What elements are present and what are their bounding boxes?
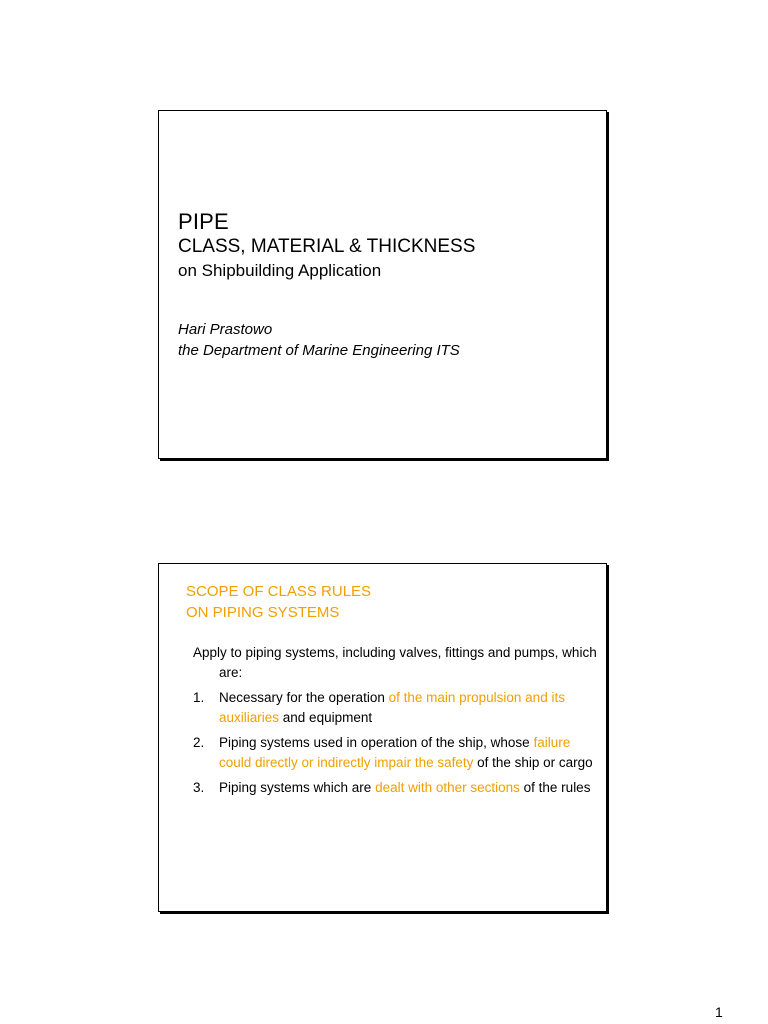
author-block xyxy=(178,319,460,361)
list-item xyxy=(193,688,601,728)
scope-title-line1: SCOPE OF CLASS RULES xyxy=(186,583,372,600)
list-item xyxy=(193,778,601,798)
scope-slide xyxy=(158,563,607,912)
scope-slide-title xyxy=(186,581,371,623)
scope-body xyxy=(193,643,601,803)
scope-intro: Apply to piping systems, including valves, fittings and pumps, which are: xyxy=(193,645,597,680)
list-item-highlight: dealt with other sections xyxy=(375,780,520,795)
list-item xyxy=(193,733,601,773)
list-item-number: 2. xyxy=(193,735,205,750)
list-item-text-end: of the ship or cargo xyxy=(473,755,593,770)
author-affiliation: the Department of Marine Engineering ITS xyxy=(178,342,460,359)
author-name: Hari Prastowo xyxy=(178,321,273,338)
list-item-highlight: of the main propulsion and its auxiliaries xyxy=(219,690,565,725)
slide-title-block xyxy=(178,209,475,284)
list-item-number: 1. xyxy=(193,690,205,705)
slide-subtitle: on Shipbuilding Application xyxy=(178,261,382,280)
list-item-text-end: of the rules xyxy=(519,780,591,795)
list-item-text-end: and equipment xyxy=(279,710,373,725)
list-item-number: 3. xyxy=(193,780,205,795)
list-item-text: Necessary for the operation xyxy=(219,690,389,705)
title-slide xyxy=(158,110,607,459)
list-item-highlight: failure could directly or indirectly impair the safety xyxy=(219,735,571,770)
page-number: 1 xyxy=(715,1004,723,1020)
list-item-text: Piping systems used in operation of the ship, whose xyxy=(219,735,534,750)
list-item-text: Piping systems which are xyxy=(219,780,376,795)
scope-title-line2: ON PIPING SYSTEMS xyxy=(186,604,340,621)
slide-title-class-material: CLASS, MATERIAL & THICKNESS xyxy=(178,236,476,257)
slide-title-pipe: PIPE xyxy=(178,209,229,234)
